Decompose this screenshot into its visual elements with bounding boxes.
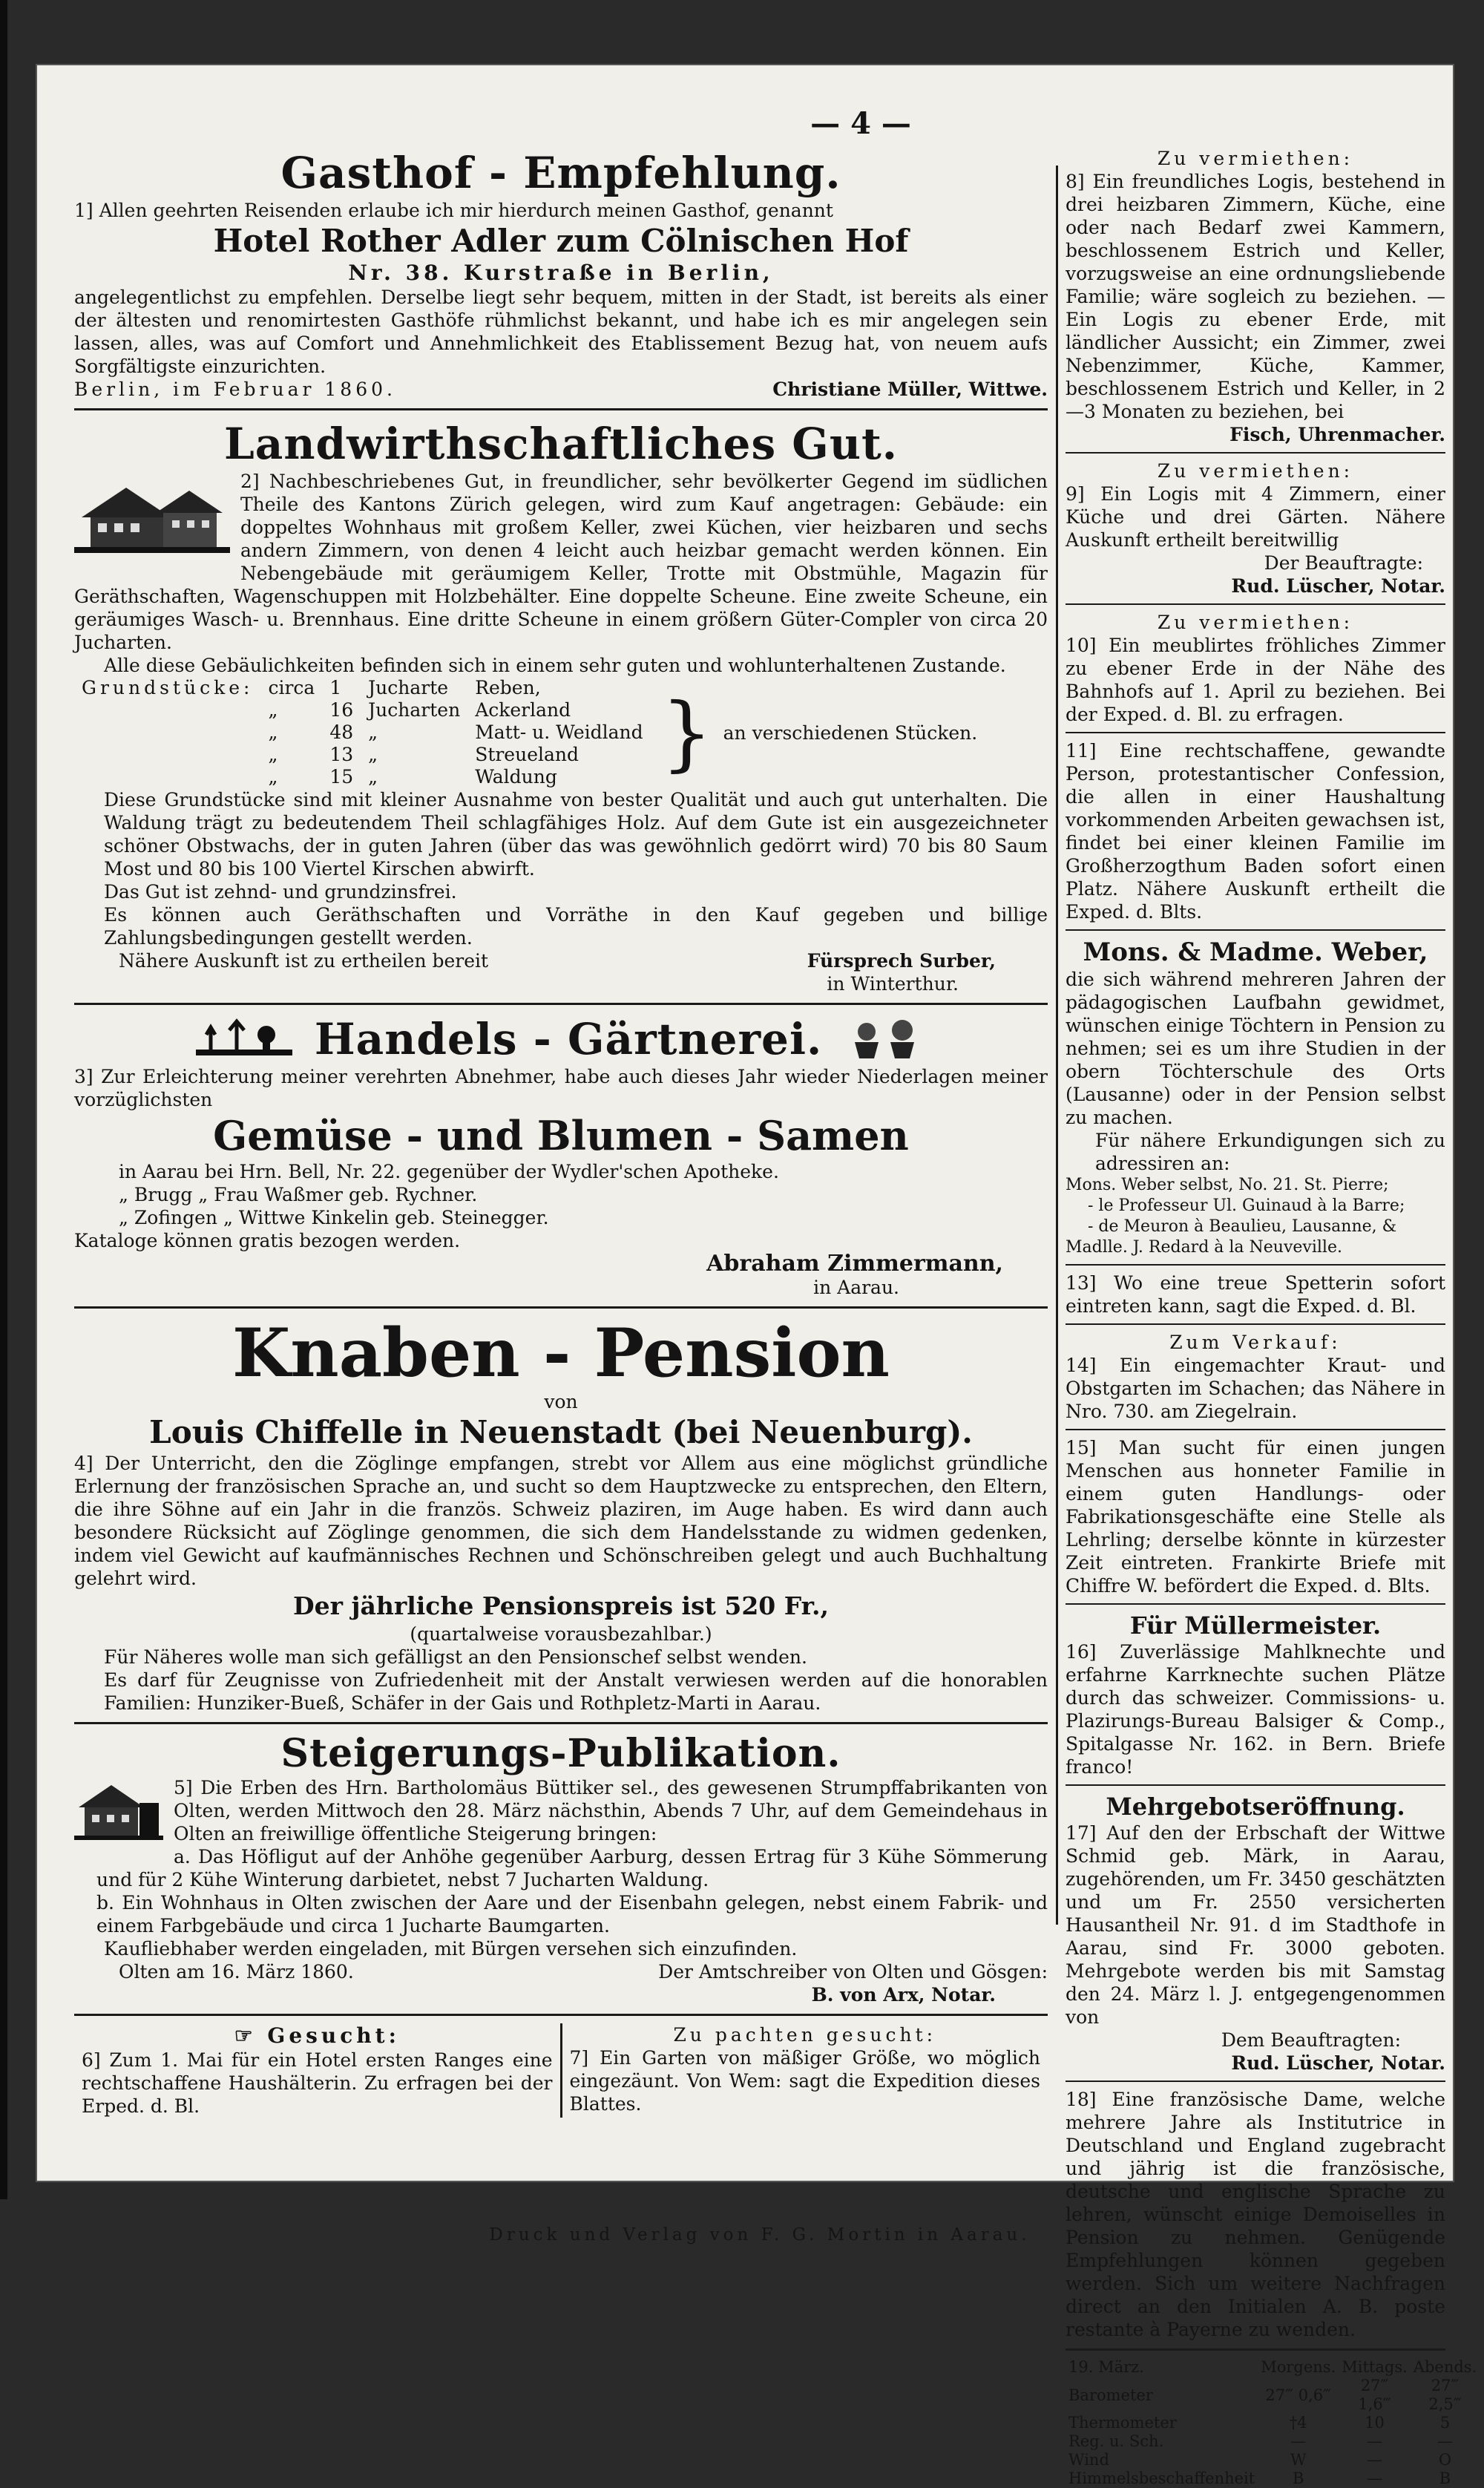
- divider: [1066, 603, 1445, 605]
- grund-row: [74, 677, 651, 699]
- ad18-body: 18] Eine französische Dame, welche mehrere Jahre als Institutrice in Deutschland und England zugebracht und jährig ist die französische, deutsche und englische Sprache zu lehren, wünscht einige Demoiselles in Pension zu nehmen. Genügende Empfehlungen können gegeben werden. Sich um weitere Nachfragen direct an den Initialen A. B. poste restante à Payerne zu wenden.: [1066, 2089, 1445, 2340]
- grund-unit: Jucharten: [368, 699, 461, 721]
- ad-gaertnerei: [74, 1012, 1048, 1299]
- ad17-sign-1: Dem Beauftragten:: [1221, 2029, 1401, 2051]
- ad-8: [1066, 147, 1445, 446]
- grund-note: an verschiedenen Stücken.: [723, 721, 978, 744]
- ad-18: [1066, 2088, 1445, 2341]
- binding-edge: [0, 0, 7, 2199]
- grund-row: [74, 721, 651, 744]
- pension-name: Louis Chiffelle in Neuenstadt (bei Neuenburg).: [149, 1414, 973, 1450]
- grund-q: „: [268, 699, 278, 721]
- ad-gasthof: [74, 147, 1048, 401]
- weather-cell: Thermometer: [1068, 2414, 1177, 2432]
- weather-cell: —: [1290, 2432, 1307, 2450]
- pension-body: 4] Der Unterricht, den die Zöglinge empfangen, strebt vor Allem aus eine möglichst gründliche Erlernung der französischen Sprache an, und sucht so dem Hauptzwecke zu entsprechen, den Eltern, die ihre Söhne auf ein Jahr in die französ. Schweiz plaziren, im Auge haben. Es wird dann auch besondere Rücksicht auf Zöglinge genommen, die sich dem Handelsstande zu widmen gedenken, indem viel Gewicht auf kaufmännisches Rechnen und Schönschreiben gelegt und auch Buchhaltung gelehrt wird.: [74, 1453, 1048, 1589]
- ad14-title: Zum Verkauf:: [1169, 1332, 1342, 1353]
- gaertnerei-location: in Aarau bei Hrn. Bell, Nr. 22. gegenüber der Wydler'schen Apotheke.: [119, 1161, 779, 1182]
- divider: [1066, 1429, 1445, 1430]
- ad8-signature: Fisch, Uhrenmacher.: [1229, 424, 1445, 445]
- divider: [1066, 732, 1445, 733]
- weather-row: [1066, 2451, 1480, 2469]
- weather-row: [1066, 2469, 1480, 2488]
- gaertnerei-samen: Gemüse - und Blumen - Samen: [213, 1112, 909, 1159]
- right-column: [1066, 147, 1477, 2488]
- ad17-title: Mehrgebotseröffnung.: [1106, 1793, 1405, 1821]
- steigerung-date: Olten am 16. März 1860.: [119, 1961, 354, 1983]
- ad9-sign-1: Der Beauftragte:: [1264, 552, 1423, 574]
- ad-15: [1066, 1436, 1445, 1597]
- weather-cell: O: [1438, 2451, 1452, 2469]
- brace-icon: }: [660, 685, 713, 780]
- pension-title: Knaben - Pension: [232, 1314, 890, 1392]
- ad12-ref: Mons. Weber selbst, No. 21. St. Pierre;: [1066, 1176, 1389, 1194]
- ad15-body: 15] Man sucht für einen jungen Menschen aus honneter Familie in einem guten Handlungs- oder Fabrikationsgeschäfte eine Stelle als Lehrling; derselbe könnte in kürzester Zeit eintreten. Frankirte Briefe mit Chiffre W. befördert die Exped. d. Blts.: [1066, 1437, 1445, 1597]
- weather-cell: 10: [1365, 2414, 1385, 2432]
- grund-n: 1: [329, 677, 342, 698]
- ad17-body: 17] Auf den der Erbschaft der Wittwe Schmid geb. Märk, in Aarau, zugehörenden, um Fr. 3450 geschätzten und um Fr. 2550 versicherten Hausantheil Nr. 91. d im Stadthofe in Aarau, sind Fr. 3000 geboten. Mehrgebote werden bis mit Samstag den 24. März l. J. entgegengenommen von: [1066, 1822, 1445, 2028]
- ad-10: [1066, 611, 1445, 726]
- divider: [1066, 1264, 1445, 1266]
- grund-kind: Waldung: [475, 766, 557, 788]
- left-column: [74, 147, 1048, 2118]
- steigerung-item: a. Das Höfligut auf der Anhöhe gegenüber Aarburg, dessen Ertrag für 3 Kühe Sömmerung und für 2 Kühe Winterung darbietet, nebst 7 Jucharten Waldung.: [96, 1846, 1048, 1890]
- pension-body-3: Es darf für Zeugnisse von Zufriedenheit mit der Anstalt verwiesen werden auf die honorablen Familien: Hunziker-Bueß, Schäfer in der Gais und Rothpletz-Marti in Aarau.: [104, 1669, 1048, 1714]
- pension-body-2: Für Näheres wolle man sich gefälligst an den Pensionschef selbst wenden.: [104, 1646, 807, 1668]
- ad-gesucht: [74, 2023, 560, 2118]
- ad-11: [1066, 739, 1445, 923]
- ad12-body-2: Für nähere Erkundigungen sich zu adressiren an:: [1095, 1130, 1445, 1174]
- ad9-body: 9] Ein Logis mit 4 Zimmern, einer Küche und drei Gärten. Nähere Auskunft ertheilt bereitwillig: [1066, 483, 1445, 551]
- gaertnerei-catalog: Kataloge können gratis bezogen werden.: [74, 1230, 461, 1251]
- divider: [1066, 1323, 1445, 1325]
- grund-row: [74, 766, 651, 788]
- ad-steigerung: [74, 1732, 1048, 2006]
- landgut-body-2: Alle diese Gebäulichkeiten befinden sich in einem sehr guten und wohlunterhaltenen Zustande.: [104, 655, 1006, 676]
- ad-17: [1066, 1792, 1445, 2075]
- weather-cell: B: [1439, 2469, 1451, 2487]
- ad12-ref: - le Professeur Ul. Guinaud à la Barre;: [1088, 1196, 1405, 1215]
- grund-n: 15: [329, 766, 354, 788]
- divider: [74, 2014, 1048, 2016]
- ad17-sign-2: Rud. Lüscher, Notar.: [1231, 2052, 1445, 2074]
- gesucht-body: 6] Zum 1. Mai für ein Hotel ersten Ranges eine rechtschaffene Haushälterin. Zu erfragen bei der Erped. d. Bl.: [82, 2049, 553, 2117]
- gasthof-signature: Christiane Müller, Wittwe.: [772, 379, 1048, 400]
- weather-cell: Reg. u. Sch.: [1068, 2432, 1164, 2450]
- flowerpot-illustration: [844, 1012, 926, 1065]
- ad-12: [1066, 937, 1445, 1258]
- weather-header: 19. März.: [1068, 2358, 1144, 2376]
- ad14-body: 14] Ein eingemachter Kraut- und Obstgarten im Schachen; das Nähere in Nro. 730. am Ziegelrain.: [1066, 1355, 1445, 1422]
- grund-q: „: [268, 721, 278, 743]
- plant-illustration: [196, 1014, 292, 1064]
- landgut-contact: Nähere Auskunft ist zu ertheilen bereit: [119, 950, 489, 972]
- weather-header: Abends.: [1413, 2358, 1477, 2376]
- pension-von: von: [544, 1391, 578, 1412]
- weather-cell: —: [1367, 2432, 1383, 2450]
- gaertnerei-title: Handels - Gärtnerei.: [314, 1013, 823, 1064]
- weather-cell: —: [1367, 2469, 1383, 2487]
- gaertnerei-signature: Abraham Zimmermann,: [706, 1251, 1003, 1277]
- ad16-body: 16] Zuverlässige Mahlknechte und erfahrne Karrknechte suchen Plätze durch das schweizer. Commissions- u. Plazirungs-Bureau Balsiger & Comp., Spitalgasse Nr. 162. in Bern. Briefe franco!: [1066, 1641, 1445, 1778]
- weather-cell: Wind: [1068, 2451, 1109, 2469]
- landgut-signature: Fürsprech Surber,: [807, 950, 996, 972]
- weather-header: Mittags.: [1342, 2358, 1408, 2376]
- landgut-sign-place: in Winterthur.: [827, 973, 959, 995]
- grund-q: circa: [268, 677, 315, 698]
- gaertnerei-location: „ Brugg „ Frau Waßmer geb. Rychner.: [119, 1184, 478, 1205]
- divider: [74, 408, 1048, 410]
- steigerung-title: Steigerungs-Publikation.: [280, 1731, 841, 1776]
- divider: [74, 1306, 1048, 1309]
- pachten-body: 7] Ein Garten von mäßiger Größe, wo möglich eingezäunt. Von Wem: sagt die Expedition dieses Blattes.: [569, 2047, 1040, 2115]
- ad-landgut: [74, 418, 1048, 995]
- ad12-ref: - de Meuron à Beaulieu, Lausanne, &: [1088, 1217, 1397, 1236]
- weather-cell: B: [1293, 2469, 1304, 2487]
- ad12-body: die sich während mehreren Jahren der pädagogischen Laufbahn gewidmet, wünschen einige Töchtern in Pension zu nehmen; sei es um ihre Studien in der obern Töchterschule des Orts (Lausanne) oder in der Pension selbst zu machen.: [1066, 969, 1445, 1128]
- ad-pachten: [560, 2023, 1048, 2118]
- ad12-ref: Madlle. J. Redard à la Neuveville.: [1066, 1238, 1342, 1257]
- steigerung-body-2: Kaufliebhaber werden eingeladen, mit Bürgen versehen sich einzufinden.: [104, 1938, 798, 1960]
- imprint-footer: Druck und Verlag von F. G. Mortin in Aarau.: [489, 2225, 1031, 2245]
- grund-kind: Ackerland: [475, 699, 571, 721]
- ad11-body: 11] Eine rechtschaffene, gewandte Person, protestantischer Confession, die allen in einer Haushaltung vorkommenden Arbeiten gewachsen ist, findet bei einer kleinen Familie im Großherzogthum Baden sofort einen Platz. Nähere Auskunft ertheilt die Exped. d. Blts.: [1066, 740, 1445, 923]
- grund-kind: Matt- u. Weidland: [475, 721, 643, 743]
- grundstuecke-block: [74, 677, 1048, 788]
- grund-row: [74, 744, 651, 766]
- pension-price-note: (quartalweise vorausbezahlbar.): [410, 1623, 712, 1645]
- grund-unit: „: [368, 766, 378, 788]
- weather-cell: Barometer: [1068, 2386, 1153, 2404]
- grund-q: „: [268, 766, 278, 788]
- steigerung-sign-2: B. von Arx, Notar.: [811, 1984, 996, 2006]
- ads-bottom: [74, 2023, 1048, 2118]
- weather-cell: —: [1367, 2451, 1383, 2469]
- ad-16: [1066, 1611, 1445, 1778]
- weather-header: Morgens.: [1261, 2358, 1336, 2376]
- gaertnerei-sign-place: in Aarau.: [813, 1277, 899, 1298]
- newspaper-page: [37, 65, 1477, 2487]
- pachten-title: Zu pachten gesucht:: [673, 2024, 937, 2046]
- grund-n: 16: [329, 699, 354, 721]
- steigerung-item: b. Ein Wohnhaus in Olten zwischen der Aare und der Eisenbahn gelegen, nebst einem Fabrik- und einem Farbgebäude und circa 1 Jucharte Baumgarten.: [96, 1892, 1048, 1937]
- steigerung-body: 5] Die Erben des Hrn. Bartholomäus Büttiker sel., des gewesenen Strumpffabrikanten von Olten, werden Mittwoch den 28. März nächsthin, Abends 7 Uhr, auf dem Gemeindehaus in Olten an freiwillige öffentliche Steigerung bringen:: [174, 1777, 1048, 1844]
- weather-table: [1066, 2358, 1480, 2488]
- steigerung-sign-1: Der Amtschreiber von Olten und Gösgen:: [658, 1961, 1048, 1983]
- divider: [74, 1722, 1048, 1724]
- gaertnerei-location: „ Zofingen „ Wittwe Kinkelin geb. Steinegger.: [119, 1207, 549, 1228]
- ad12-title: Mons. & Madme. Weber,: [1083, 937, 1428, 967]
- weather-cell: 27‴ 1,6‴: [1358, 2377, 1391, 2413]
- landgut-body-4: Das Gut ist zehnd- und grundzinsfrei.: [104, 881, 457, 903]
- ad10-title: Zu vermiethen:: [1157, 612, 1354, 633]
- grund-q: „: [268, 744, 278, 765]
- grund-n: 48: [329, 721, 354, 743]
- grund-n: 13: [329, 744, 354, 765]
- weather-cell: 5: [1439, 2414, 1451, 2432]
- weather-cell: —: [1437, 2432, 1454, 2450]
- grund-kind: Reben,: [475, 677, 541, 698]
- gasthof-address: Nr. 38. Kurstraße in Berlin,: [348, 261, 774, 285]
- house-illustration: [74, 1781, 163, 1847]
- weather-cell: 27‴ 0,6‴: [1265, 2386, 1332, 2404]
- gasthof-intro: 1] Allen geehrten Reisenden erlaube ich mir hierdurch meinen Gasthof, genannt: [74, 200, 833, 221]
- grund-kind: Streueland: [475, 744, 580, 765]
- divider: [1066, 452, 1445, 454]
- ad-9: [1066, 459, 1445, 598]
- gesucht-title: ☞ Gesucht:: [234, 2023, 400, 2048]
- divider: [74, 1003, 1048, 1005]
- grund-unit: „: [368, 744, 378, 765]
- farmhouse-illustration: [74, 474, 230, 563]
- ad-14: [1066, 1331, 1445, 1423]
- ad13-body: 13] Wo eine treue Spetterin sofort eintreten kann, sagt die Exped. d. Bl.: [1066, 1272, 1445, 1317]
- divider: [1066, 929, 1445, 931]
- weather-row: [1066, 2432, 1480, 2451]
- pension-price: Der jährliche Pensionspreis ist 520 Fr.,: [293, 1591, 829, 1620]
- grund-label: Grundstücke:: [82, 677, 254, 698]
- ad8-title: Zu vermiethen:: [1157, 148, 1354, 169]
- gasthof-place-date: Berlin, im Februar 1860.: [74, 379, 396, 400]
- ad-13: [1066, 1271, 1445, 1317]
- landgut-title: Landwirthschaftliches Gut.: [223, 419, 898, 469]
- divider: [1066, 2081, 1445, 2082]
- weather-cell: W: [1290, 2451, 1307, 2469]
- ad9-title: Zu vermiethen:: [1157, 460, 1354, 482]
- landgut-body-3: Diese Grundstücke sind mit kleiner Ausnahme von bester Qualität und auch gut unterhalten. Die Waldung trägt zu bedeutendem Theil schlagfähiges Holz. Auf dem Gute ist ein ausgezeichneter schöner Obstwachs, der in guten Jahren (über das was gewöhnlich gedörrt wird) 70 bis 80 Saum Most und 80 bis 100 Viertel Kirschen abwirft.: [104, 789, 1048, 880]
- weather-header-row: [1066, 2358, 1480, 2377]
- divider: [1066, 1603, 1445, 1605]
- grund-unit: „: [368, 721, 378, 743]
- divider: [1066, 2348, 1445, 2351]
- weather-row: [1066, 2414, 1480, 2432]
- ad9-sign-2: Rud. Lüscher, Notar.: [1231, 575, 1445, 597]
- weather-table-block: [1066, 2358, 1477, 2488]
- weather-cell: †4: [1289, 2414, 1307, 2432]
- gaertnerei-intro: 3] Zur Erleichterung meiner verehrten Abnehmer, habe auch dieses Jahr wieder Niederlagen meiner vorzüglichsten: [74, 1066, 1048, 1110]
- gasthof-hotel-name: Hotel Rother Adler zum Cölnischen Hof: [213, 223, 909, 259]
- landgut-body-5: Es können auch Geräthschaften und Vorräthe in den Kauf gegeben und billige Zahlungsbedingungen gestellt werden.: [104, 904, 1048, 949]
- column-divider: [1056, 166, 1058, 1925]
- grundstuecke-table: [74, 677, 651, 788]
- gasthof-title: Gasthof - Empfehlung.: [280, 148, 841, 198]
- grund-row: [74, 699, 651, 721]
- ad-pension: [74, 1316, 1048, 1715]
- divider: [1066, 1784, 1445, 1786]
- weather-row: [1066, 2377, 1480, 2414]
- grund-unit: Jucharte: [368, 677, 449, 698]
- weather-cell: 27‴ 2,5‴: [1428, 2377, 1462, 2413]
- ad16-title: Für Müllermeister.: [1129, 1611, 1382, 1640]
- gasthof-body: angelegentlichst zu empfehlen. Derselbe liegt sehr bequem, mitten in der Stadt, ist bereits als einer der ältesten und renomirtesten Gasthöfe rühmlichst bekannt, und habe ich es mir angelegen sein lassen, alles, was auf Comfort und Annehmlichkeit des Etablissement Bezug hat, von neuem aufs Sorgfältigste einzurichten.: [74, 287, 1048, 377]
- page-number: — 4 —: [810, 106, 911, 141]
- ad10-body: 10] Ein meublirtes fröhliches Zimmer zu ebener Erde in der Nähe des Bahnhofs auf 1. April zu beziehen. Bei der Exped. d. Bl. zu erfragen.: [1066, 635, 1445, 725]
- ad8-body: 8] Ein freundliches Logis, bestehend in drei heizbaren Zimmern, Küche, eine oder nach Bedarf zwei Kammern, beschlossenem Estrich und Keller, vorzugsweise an eine ordnungsliebende Familie; wäre sogleich zu beziehen. — Ein Logis zu ebener Erde, mit ländlicher Aussicht; ein Zimmer, zwei Nebenzimmer, Küche, Kammer, beschlossenem Estrich und Keller, in 2—3 Monaten zu beziehen, bei: [1066, 171, 1445, 422]
- weather-cell: Himmelsbeschaffenheit: [1068, 2469, 1255, 2487]
- landgut-body-1: 2] Nachbeschriebenes Gut, in freundlicher, sehr bevölkerter Gegend im südlichen Theile des Kantons Zürich gelegen, wird zum Kauf angetragen: Gebäude: ein doppeltes Wohnhaus mit großem Keller, zwei Küchen, vier heizbaren und sechs andern Zimmern, von denen 4 leicht auch heizbar gemacht werden können. Ein Nebengebäude mit geräumigem Keller, Trotte mit Obstmühle, Magazin für Geräthschaften, Wagenschuppen mit Holzbehälter. Eine doppelte Scheune. Eine zweite Scheune, ein geräumiges Wasch- u. Brennhaus. Eine dritte Scheune in einem größern Güter-Compler von circa 20 Jucharten.: [74, 471, 1048, 653]
